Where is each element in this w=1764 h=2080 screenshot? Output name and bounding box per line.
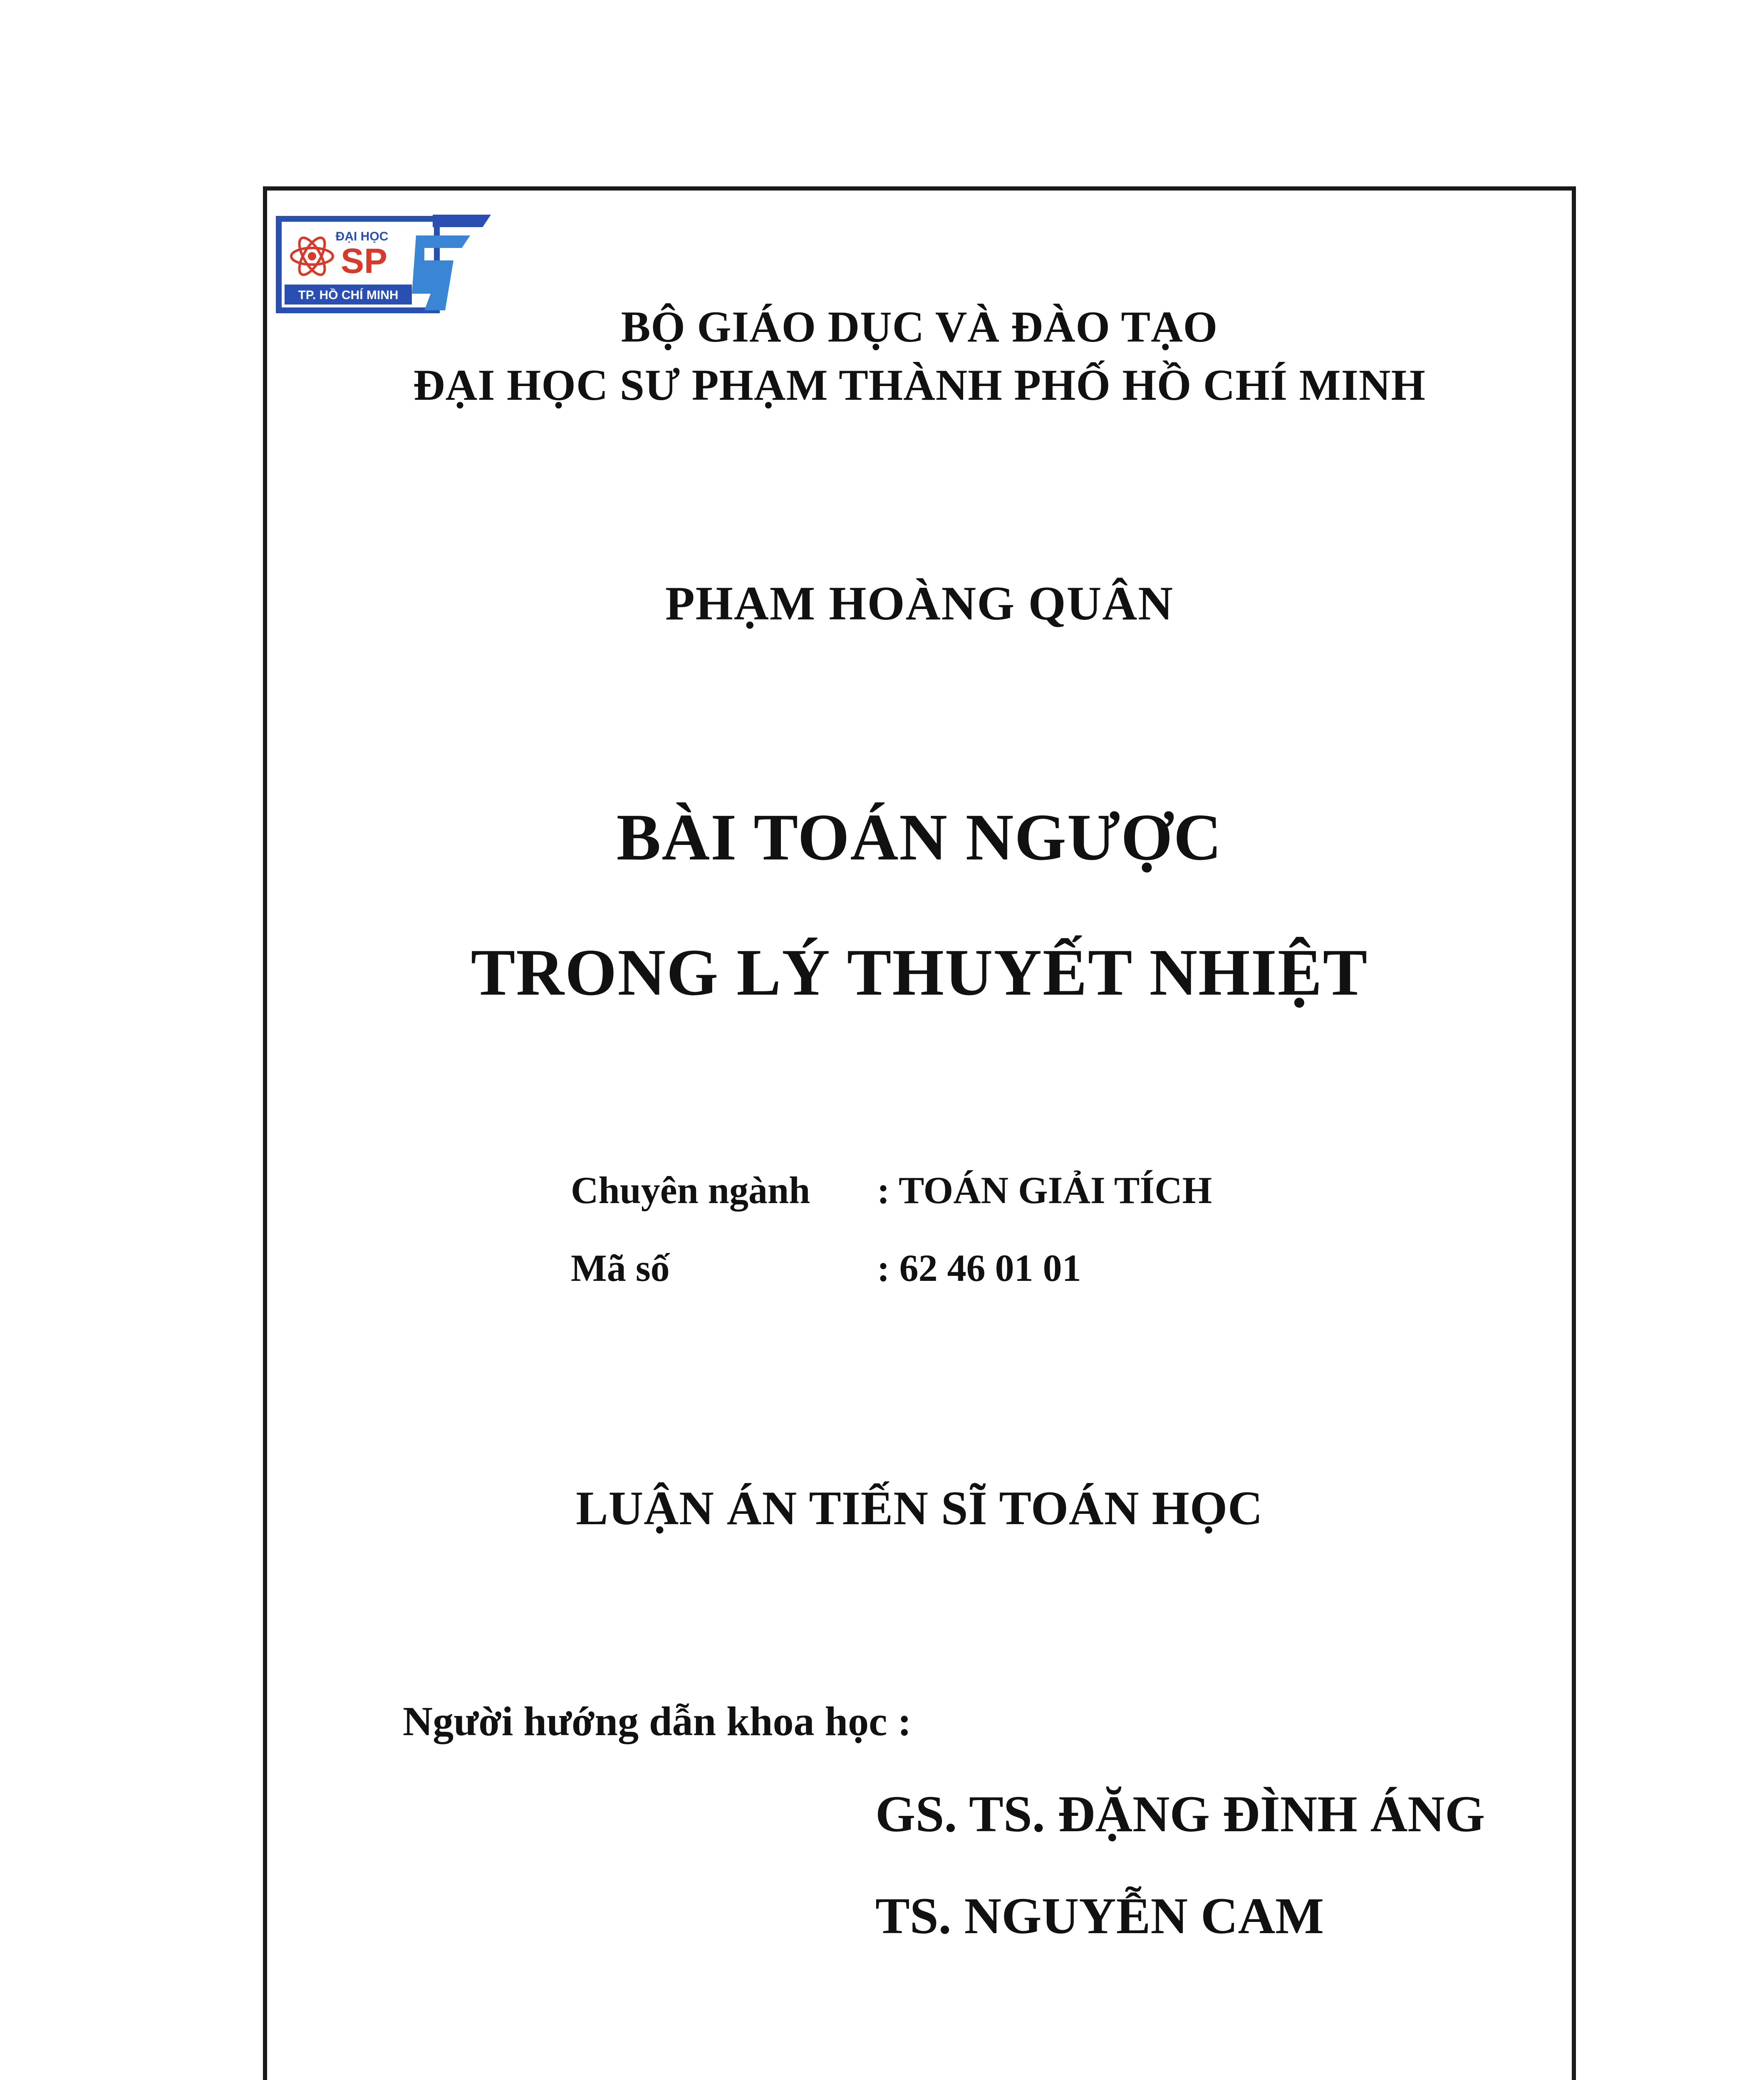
author-name: PHẠM HOÀNG QUÂN	[665, 577, 1174, 630]
advisors-label: Người hướng dẫn khoa học :	[403, 1698, 912, 1744]
thesis-title-line-1: BÀI TOÁN NGƯỢC	[616, 800, 1223, 874]
degree-title: LUẬN ÁN TIẾN SĨ TOÁN HỌC	[576, 1482, 1263, 1535]
thesis-title-line-2: TRONG LÝ THUYẾT NHIỆT	[471, 935, 1368, 1009]
code-value: : 62 46 01 01	[877, 1247, 1081, 1289]
logo-wing	[433, 215, 491, 227]
university-logo	[275, 210, 491, 317]
specialization-value: : TOÁN GIẢI TÍCH	[877, 1169, 1212, 1211]
advisor-name: GS. TS. ĐẶNG ĐÌNH ÁNG	[875, 1785, 1485, 1842]
atom-icon	[291, 234, 333, 279]
advisor-name: TS. NGUYỄN CAM	[875, 1887, 1324, 1944]
specialization-label: Chuyên ngành	[571, 1169, 810, 1211]
logo-abbr: SP	[340, 241, 388, 280]
ministry-name: BỘ GIÁO DỤC VÀ ĐÀO TẠO	[621, 302, 1218, 351]
university-name: ĐẠI HỌC SƯ PHẠM THÀNH PHỐ HỒ CHÍ MINH	[413, 361, 1426, 409]
code-label: Mã số	[571, 1247, 670, 1289]
logo-s-stroke	[412, 235, 470, 310]
logo-top-text: ĐẠI HỌC	[335, 230, 389, 243]
logo-bottom-text: TP. HỒ CHÍ MINH	[298, 288, 399, 302]
